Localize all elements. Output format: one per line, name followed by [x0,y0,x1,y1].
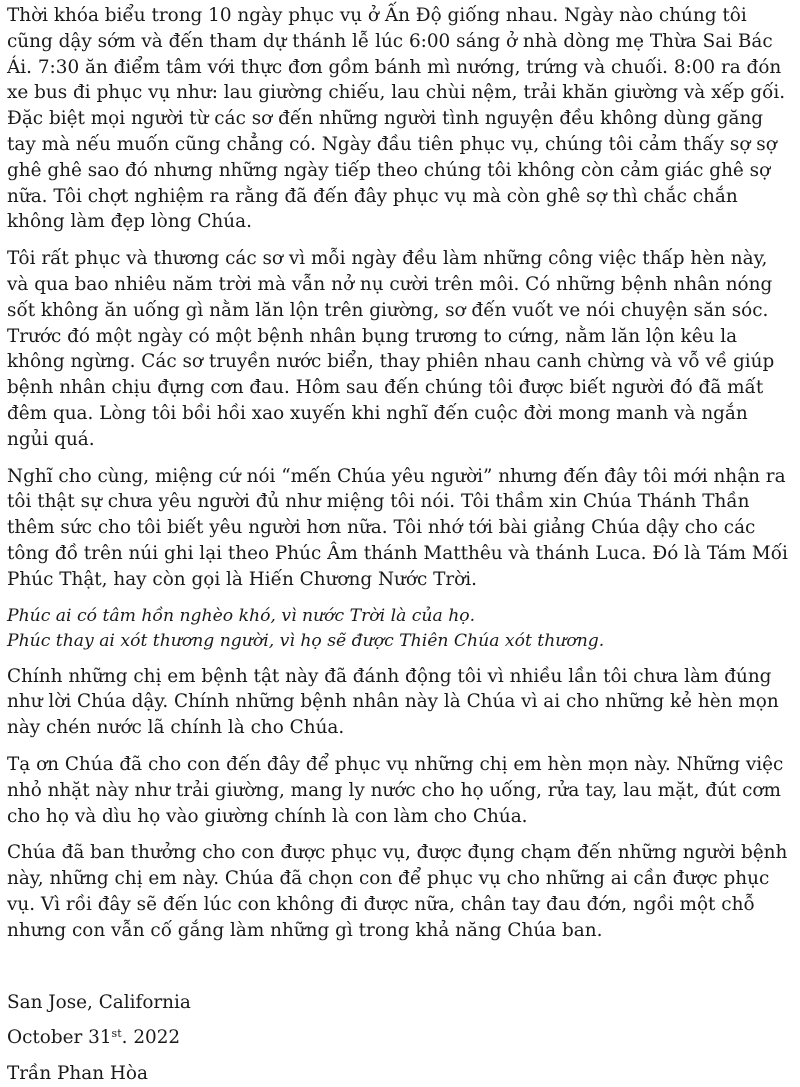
paragraph-reflection: Nghĩ cho cùng, miệng cứ nói “mến Chúa yêu người” nhưng đến đây tôi mới nhận ra tôi thật sự chưa yêu người đủ như miệng tôi nói. Tôi thầm xin Chúa Thánh Thần thêm sức cho tôi biết yêu người hơn nữa. Tôi nhớ tới bài giảng Chúa dậy cho các tông đồ trên núi ghi lại theo Phúc Âm thánh Matthêu và thánh Luca. Đó là Tám Mối Phúc Thật, hay còn gọi là Hiến Chương Nước Trời. [7,465,788,590]
paragraph-thanksgiving: Tạ ơn Chúa đã cho con đến đây để phục vụ những chị em hèn mọn này. Những việc nhỏ nhặt này như trải giường, mang ly nước cho họ uống, rửa tay, lau mặt, đút cơm cho họ và dìu họ vào giường chính là con làm cho Chúa. [7,753,784,827]
date-year: . 2022 [121,1027,181,1049]
signature-place: San Jose, California [7,991,191,1013]
paragraph-schedule: Thời khóa biểu trong 10 ngày phục vụ ở Ấn Độ giống nhau. Ngày nào chúng tôi cũng dậy sớm và đến tham dự thánh lễ lúc 6:00 sáng ở nhà dòng mẹ Thừa Sai Bác Ái. 7:30 ăn điểm tâm với thực đơn gồm bánh mì nướng, trứng và chuối. 8:00 ra đón xe bus đi phục vụ như: lau giường chiếu, lau chùi nệm, trải khăn giường và xếp gối. Đặc biệt mọi người từ các sơ đến những người tình nguyện đều không dùng găng tay mà nếu muốn cũng chẳng có. Ngày đầu tiên phục vụ, chúng tôi cảm thấy sợ sợ ghê ghê sao đó nhưng những ngày tiếp theo chúng tôi không còn cảm giác ghê sợ nữa. Tôi chợt nghiệm ra rằng đã đến đây phục vụ mà còn ghê sợ thì chắc chắn không làm đẹp lòng Chúa. [7,5,786,233]
paragraph-patients: Chính những chị em bệnh tật này đã đánh động tôi vì nhiều lần tôi chưa làm đúng như lời Chúa dậy. Chính những bệnh nhân này là Chúa vì ai cho những kẻ hèn mọn này chén nước lã chính là cho Chúa. [7,665,779,739]
document-page [7,3,791,1087]
quote-line: Phúc ai có tâm hồn nghèo khó, vì nước Trời là của họ. [7,605,476,626]
paragraph-sisters: Tôi rất phục và thương các sơ vì mỗi ngày đều làm những công việc thấp hèn này, và qua bao nhiêu năm trời mà vẫn nở nụ cười trên môi. Có những bệnh nhân nóng sốt không ăn uống gì nằm lăn lộn trên giường, sơ đến vuốt ve nói chuyện săn sóc. Trước đó một ngày có một bệnh nhân bụng trương to cứng, nằm lăn lộn kêu la không ngừng. Các sơ truyền nước biển, thay phiên nhau canh chừng và vỗ về giúp bệnh nhân chịu đựng cơn đau. Hôm sau đến chúng tôi được biết người đó đã mất đêm qua. Lòng tôi bồi hồi xao xuyến khi nghĩ đến cuộc đời mong manh và ngắn ngủi quá. [7,248,775,450]
quote-line: Phúc thay ai xót thương người, vì họ sẽ được Thiên Chúa xót thương. [7,630,605,651]
signature-author: Trần Phan Hòa [7,1063,148,1085]
date-ordinal-suffix: st [111,1027,122,1041]
date-month-day: October 31 [7,1027,112,1049]
beatitudes-quote [7,604,791,654]
paragraph-reward: Chúa đã ban thưởng cho con được phục vụ, được đụng chạm đến những người bệnh này, những chị em này. Chúa đã chọn con để phục vụ cho những ai cần được phục vụ. Vì rồi đây sẽ đến lúc con không đi được nữa, chân tay đau đớn, ngồi một chỗ nhưng con vẫn cố gắng làm những gì trong khả năng Chúa ban. [7,842,788,941]
signature-date [7,1025,791,1051]
